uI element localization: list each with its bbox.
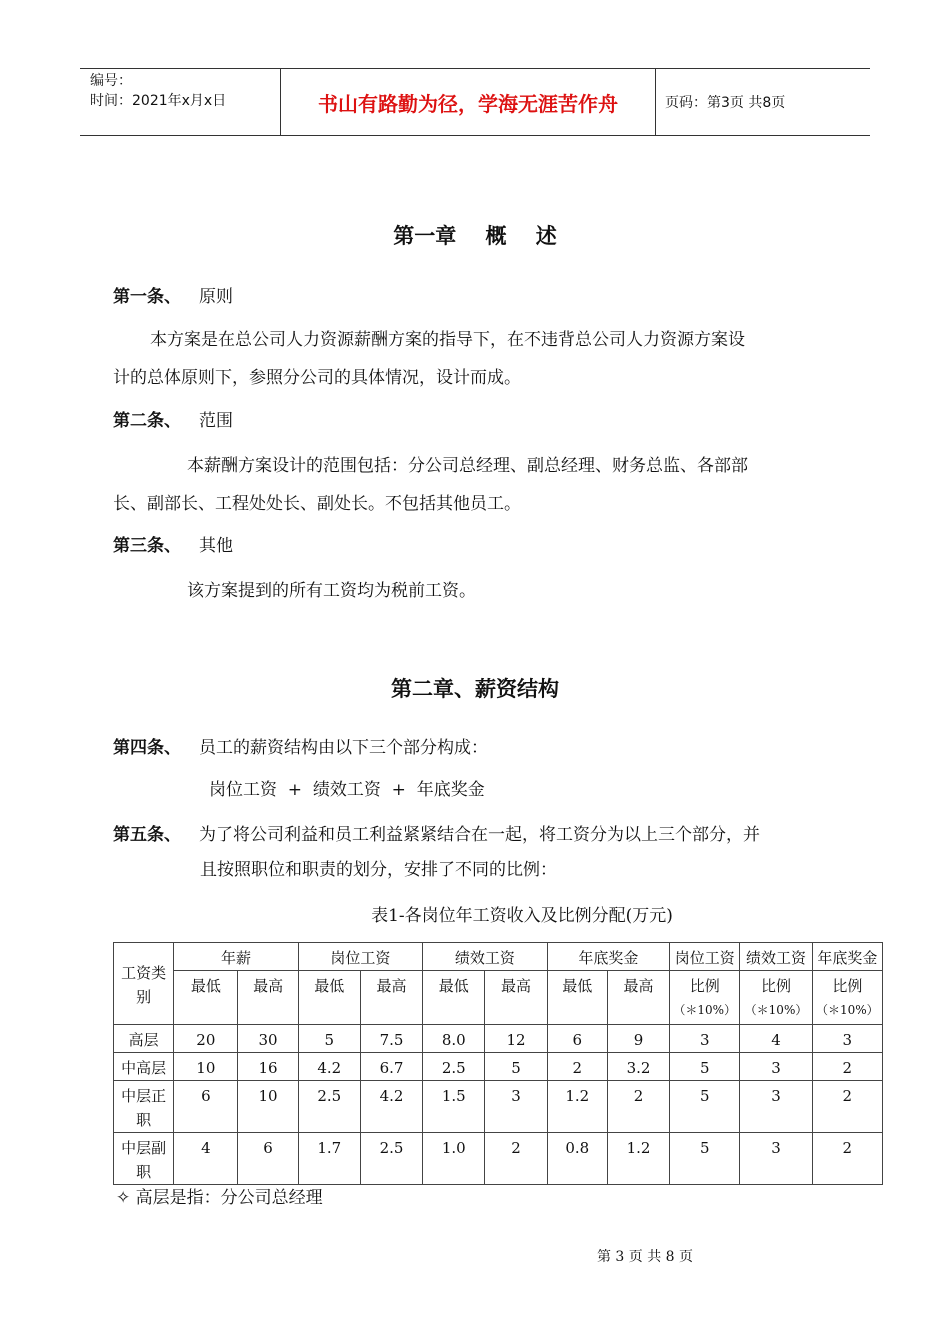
low-header: 最低	[547, 971, 607, 1025]
table-cell: 2.5	[423, 1053, 485, 1081]
header-meta	[80, 69, 281, 135]
table-cell: 1.7	[298, 1133, 360, 1185]
table-cell: 2	[812, 1053, 882, 1081]
ratio-word: 比例	[689, 977, 720, 995]
table-cell: 7.5	[360, 1025, 422, 1053]
chapter2-title: 第二章、薪资结构	[391, 677, 559, 701]
table-cell: 1.2	[607, 1133, 669, 1185]
article-5-number: 第五条、	[113, 825, 181, 845]
table-cell: 4	[740, 1025, 812, 1053]
table-cell: 2	[812, 1133, 882, 1185]
table-cell: 5	[670, 1053, 740, 1081]
table-cell: 3	[740, 1133, 812, 1185]
ratio-subheader	[812, 971, 882, 1025]
diamond-bullet-icon: ✧	[116, 1188, 131, 1208]
article-1-para-1: 本方案是在总公司人力资源薪酬方案的指导下，在不违背总公司人力资源方案设	[150, 330, 745, 350]
article-4-text: 员工的薪资结构由以下三个部分构成：	[199, 738, 488, 758]
table-cell: 1.5	[423, 1081, 485, 1133]
table-cell: 4.2	[298, 1053, 360, 1081]
article-1	[113, 282, 233, 307]
salary-table	[113, 942, 883, 1185]
table-cell: 3	[485, 1081, 547, 1133]
table-cell: 6	[547, 1025, 607, 1053]
header-time: 时间：2021年x月x日	[90, 93, 227, 109]
table-cell: 1.0	[423, 1133, 485, 1185]
article-5-para-2: 且按照职位和职责的划分，安排了不同的比例：	[200, 860, 557, 880]
table-row	[114, 1133, 883, 1185]
article-2-para-2: 长、副部长、工程处处长、副处长。不包括其他员工。	[113, 494, 521, 514]
table-cell: 6	[238, 1133, 298, 1185]
ratio-subheader	[670, 971, 740, 1025]
table-caption: 表1-各岗位年工资收入及比例分配(万元)	[371, 906, 673, 926]
ratio-header: 岗位工资	[670, 943, 740, 971]
article-3-number: 第三条、	[113, 536, 181, 556]
table-row	[114, 1025, 883, 1053]
group-header: 年底奖金	[547, 943, 669, 971]
article-1-para-2: 计的总体原则下，参照分公司的具体情况，设计而成。	[113, 368, 521, 388]
article-2-title: 范围	[199, 411, 233, 431]
header-motto: 书山有路勤为径，学海无涯苦作舟	[281, 69, 656, 135]
article-4	[113, 733, 488, 758]
table-cell: 10	[238, 1081, 298, 1133]
table-cell: 8.0	[423, 1025, 485, 1053]
header-page: 页码：第3页 共8页	[665, 95, 786, 111]
salary-formula: 岗位工资 + 绩效工资 + 年底奖金	[209, 780, 485, 800]
row-label: 中层副职	[114, 1133, 174, 1185]
table-header-row-2	[114, 971, 883, 1025]
table-cell: 3	[740, 1053, 812, 1081]
group-header: 岗位工资	[298, 943, 422, 971]
article-5-para-1: 为了将公司利益和员工利益紧紧结合在一起，将工资分为以上三个部分，并	[199, 825, 760, 845]
corner-header: 工资类别	[114, 943, 174, 1025]
low-header: 最低	[298, 971, 360, 1025]
high-header: 最高	[607, 971, 669, 1025]
article-2	[113, 406, 233, 431]
table-cell: 2	[485, 1133, 547, 1185]
table-cell: 5	[670, 1081, 740, 1133]
article-3	[113, 531, 233, 556]
low-header: 最低	[174, 971, 238, 1025]
page-footer: 第 3 页 共 8 页	[596, 1249, 694, 1265]
table-cell: 5	[298, 1025, 360, 1053]
high-header: 最高	[238, 971, 298, 1025]
ratio-word: 比例	[832, 977, 863, 995]
article-2-para-1: 本薪酬方案设计的范围包括：分公司总经理、副总经理、财务总监、各部部	[187, 456, 748, 476]
group-header: 年薪	[174, 943, 298, 971]
ratio-subheader	[740, 971, 812, 1025]
group-header: 绩效工资	[423, 943, 547, 971]
ratio-unit: （＊10%）	[815, 1003, 879, 1017]
table-cell: 2	[812, 1081, 882, 1133]
article-5	[113, 820, 760, 845]
table-cell: 2	[547, 1053, 607, 1081]
article-3-title: 其他	[199, 536, 233, 556]
article-2-number: 第二条、	[113, 411, 181, 431]
table-cell: 5	[485, 1053, 547, 1081]
table-cell: 0.8	[547, 1133, 607, 1185]
table-cell: 2.5	[360, 1133, 422, 1185]
table-cell: 5	[670, 1133, 740, 1185]
table-cell: 4	[174, 1133, 238, 1185]
row-label: 中高层	[114, 1053, 174, 1081]
table-cell: 3	[670, 1025, 740, 1053]
table-note-text: 高层是指：分公司总经理	[135, 1188, 323, 1208]
ratio-word: 比例	[761, 977, 792, 995]
article-3-para-1: 该方案提到的所有工资均为税前工资。	[187, 581, 476, 601]
article-4-number: 第四条、	[113, 738, 181, 758]
table-cell: 6	[174, 1081, 238, 1133]
ratio-unit: （＊10%）	[744, 1003, 808, 1017]
table-note	[116, 1183, 323, 1208]
row-label: 中层正职	[114, 1081, 174, 1133]
table-cell: 3.2	[607, 1053, 669, 1081]
table-cell: 10	[174, 1053, 238, 1081]
chapter1-title: 第一章 概 述	[393, 224, 557, 248]
article-1-number: 第一条、	[113, 287, 181, 307]
table-cell: 4.2	[360, 1081, 422, 1133]
row-label: 高层	[114, 1025, 174, 1053]
table-cell: 3	[740, 1081, 812, 1133]
high-header: 最高	[485, 971, 547, 1025]
table-row	[114, 1053, 883, 1081]
ratio-unit: （＊10%）	[673, 1003, 737, 1017]
ratio-header: 年底奖金	[812, 943, 882, 971]
low-header: 最低	[423, 971, 485, 1025]
article-1-title: 原则	[199, 287, 233, 307]
table-cell: 2	[607, 1081, 669, 1133]
table-cell: 20	[174, 1025, 238, 1053]
page-header	[80, 68, 870, 136]
ratio-header: 绩效工资	[740, 943, 812, 971]
table-cell: 9	[607, 1025, 669, 1053]
table-cell: 3	[812, 1025, 882, 1053]
table-header-row-1	[114, 943, 883, 971]
table-cell: 2.5	[298, 1081, 360, 1133]
table-row	[114, 1081, 883, 1133]
high-header: 最高	[360, 971, 422, 1025]
table-cell: 6.7	[360, 1053, 422, 1081]
table-cell: 30	[238, 1025, 298, 1053]
header-number: 编号：	[90, 73, 132, 89]
table-cell: 16	[238, 1053, 298, 1081]
table-cell: 12	[485, 1025, 547, 1053]
table-cell: 1.2	[547, 1081, 607, 1133]
